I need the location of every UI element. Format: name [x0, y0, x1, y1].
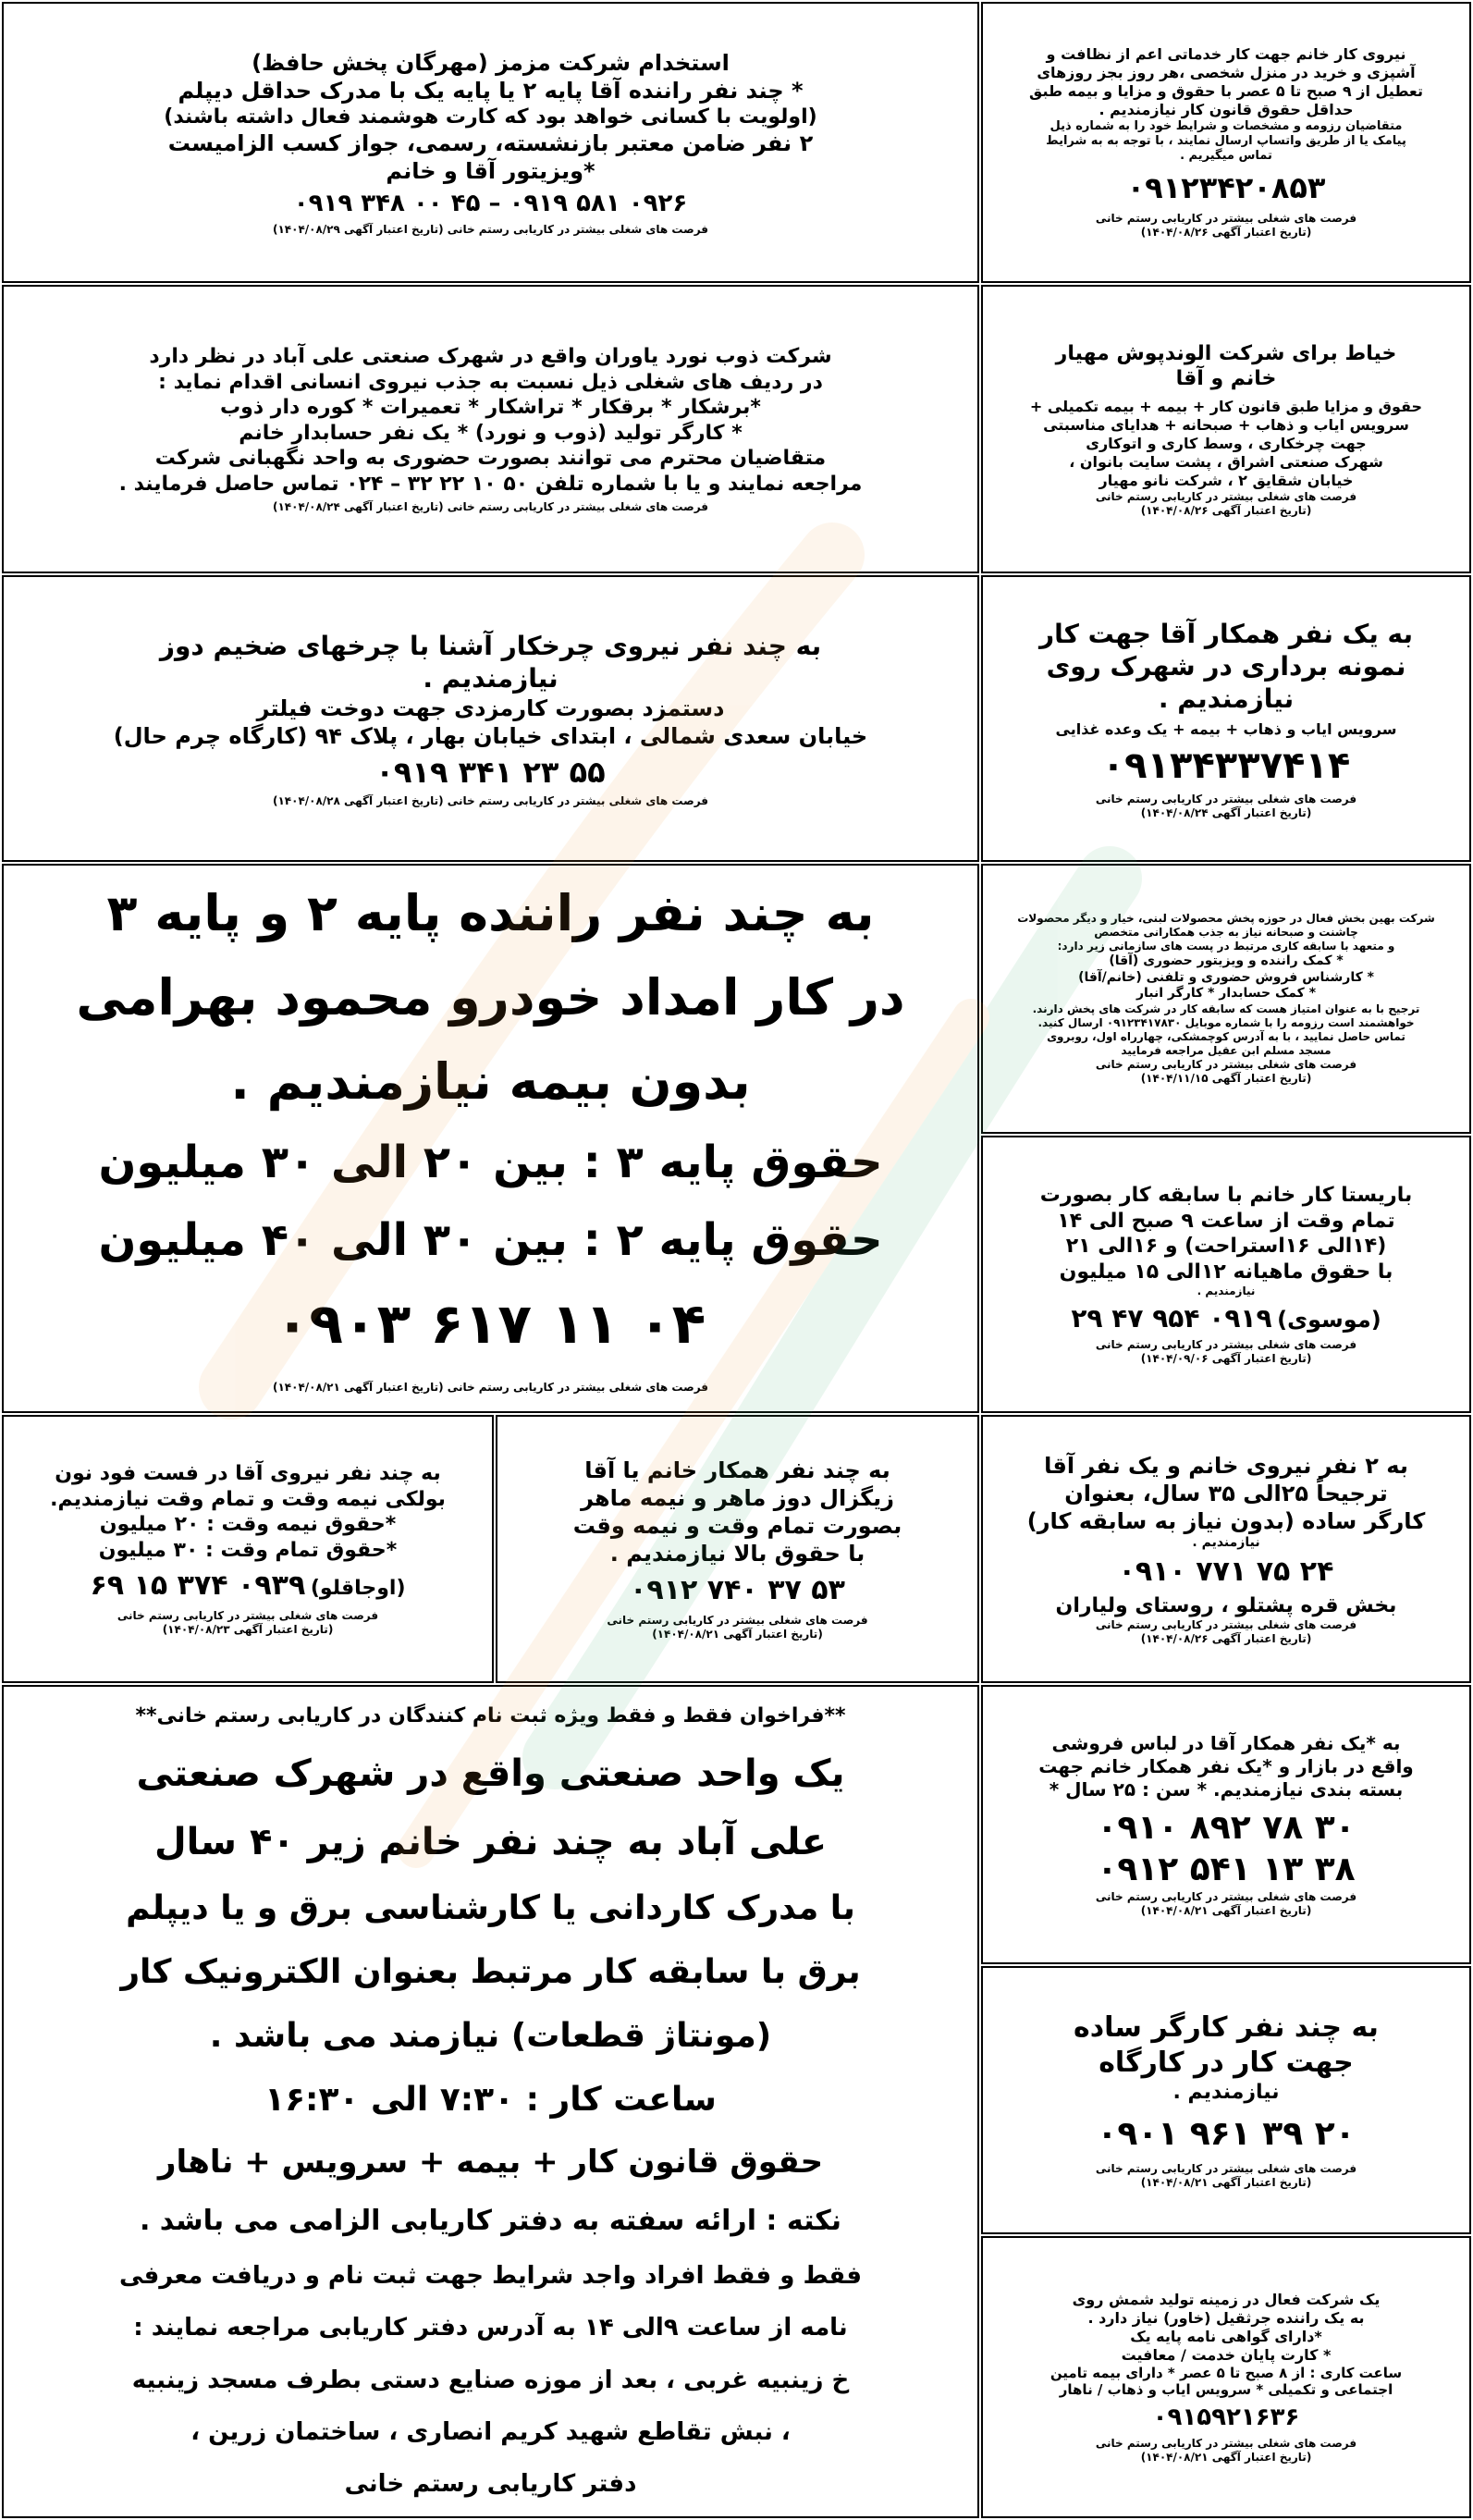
ad-line: *حقوق تمام وقت : ۳۰ میلیون — [98, 1538, 398, 1562]
ad-line: با حقوق بالا نیازمندیم . — [609, 1541, 865, 1567]
ad-title: بدون بیمه نیازمندیم . — [230, 1052, 751, 1112]
ad-date: (تاریخ اعتبار آگهی ۱۴۰۴/۰۸/۲۴) — [1140, 805, 1312, 819]
ad-date: (تاریخ اعتبار آگهی ۱۴۰۴/۰۸/۲۶) — [1140, 226, 1312, 240]
ad-footer: فرصت های شغلی بیشتر در کاریابی رستم خانی — [607, 1613, 868, 1627]
ad-line: ترجیحاً ۲۵الی ۳۵ سال، بعنوان — [1064, 1480, 1388, 1506]
ad-line: ترجیح با به عنوان امتیاز هست که سابقه کار در شرکت های پخش دارند. — [1032, 1002, 1420, 1015]
ad-footer: فرصت های شغلی بیشتر در کاریابی رستم خانی — [1095, 2161, 1357, 2175]
ad-workshop-labor — [981, 1966, 1471, 2234]
ad-line: *حقوق نیمه وقت : ۲۰ میلیون — [99, 1513, 397, 1537]
ad-line: شرکت بهین بخش فعال در حوزه پخش محصولات لبنی، خیار و دیگر محصولات — [1017, 912, 1435, 926]
ad-footer: فرصت های شغلی بیشتر در کاریابی رستم خانی (تاریخ اعتبار آگهی ۱۴۰۴/۰۸/۲۸) — [272, 793, 709, 807]
ad-title: نیازمندیم . — [1158, 682, 1295, 714]
ad-footer: فرصت های شغلی بیشتر در کاریابی رستم خانی — [1095, 1057, 1357, 1071]
ad-date: (تاریخ اعتبار آگهی ۱۴۰۴/۰۸/۲۱) — [1140, 1903, 1312, 1917]
ad-footer: فرصت های شغلی بیشتر در کاریابی رستم خانی — [1095, 1889, 1357, 1903]
ad-line: نیازمندیم . — [1197, 1285, 1256, 1297]
ad-title: نیازمندیم . — [423, 662, 559, 694]
ad-line: بصورت تمام وقت و نیمه وقت — [572, 1513, 902, 1540]
ad-line: پیامک یا از طریق واتساپ ارسال نمایند ، با توجه به به شرایط — [1046, 133, 1406, 148]
ad-date: (تاریخ اعتبار آگهی ۱۴۰۴/۰۸/۲۶) — [1140, 503, 1312, 517]
ad-phone-row — [13, 1568, 483, 1604]
ad-line: ۲ نفر ضامن معتبر بازنشسته، رسمی، جواز کسب الزامیست — [167, 130, 814, 156]
ad-footer: فرصت های شغلی بیشتر در کاریابی رستم خانی — [1095, 212, 1357, 226]
ad-line: * کارگر تولید (ذوب و نورد) * یک نفر حسابدار خانم — [239, 421, 743, 445]
ad-phone-row — [992, 1302, 1460, 1334]
ad-line: برق با سابقه کار مرتبط بعنوان الکترونیک کار — [120, 1953, 861, 1992]
ad-line: (مونتاژ قطعات) نیازمند می باشد . — [209, 2017, 772, 2056]
ad-date: (تاریخ اعتبار آگهی ۱۴۰۴/۰۸/۲۳) — [162, 1622, 334, 1636]
ad-line: و متعهد با سابقه کاری مرتبط در پست های سازمانی زیر دارد: — [1057, 940, 1395, 953]
ad-line: مراجعه نمایند و یا با شماره تلفن ۵۰ ۱۰ ۲۲ ۳۲ – ۰۲۴ تماس حاصل فرمایند . — [118, 472, 863, 496]
ad-line: تماس حاصل نمایید ، با به آدرس کوچمشکی، چهارراه اول، روبروی — [1047, 1029, 1405, 1043]
ad-title: به چند نفر راننده پایه ۲ و پایه ۳ — [106, 883, 875, 942]
ad-phone: ۰۹۱۹ ۳۴۸ ۰۰ ۴۵ – ۰۹۱۹ ۵۸۱ ۰۹۲۶ — [293, 190, 688, 217]
ad-footer: فرصت های شغلی بیشتر در کاریابی رستم خانی (تاریخ اعتبار آگهی ۱۴۰۴/۰۸/۲۴) — [272, 500, 709, 513]
ad-phone: ۰۹۳۹ ۳۷۴ ۱۵ ۶۹ — [90, 1569, 306, 1603]
ad-line: نامه از ساعت ۹الی ۱۴ به آدرس دفتر کاریابی مراجعه نمایند : — [133, 2314, 848, 2342]
ad-line: شرکت ذوب نورد یاوران واقع در شهرک صنعتی علی آباد در نظر دارد — [149, 345, 832, 368]
ad-address: ، نبش تقاطع شهید کریم انصاری ، ساختمان زرین ، — [190, 2418, 791, 2447]
ad-simple-workers — [981, 1415, 1471, 1683]
ad-address: دفتر کاریابی رستم خانی — [344, 2470, 637, 2499]
ad-title: به چند نفر نیروی چرخکار آشنا با چرخهای ضخیم دوز — [159, 630, 822, 661]
ad-phone: ۰۹۱۲۳۴۲۰۸۵۳ — [1126, 170, 1326, 206]
ad-footer: فرصت های شغلی بیشتر در کاریابی رستم خانی — [1095, 1618, 1357, 1632]
ad-salary: حقوق پایه ۳ : بین ۲۰ الی ۳۰ میلیون — [98, 1137, 883, 1189]
ad-address: خ زینبیه غربی ، بعد از موزه صنایع دستی بطرف مسجد زینبیه — [131, 2366, 850, 2394]
ad-line: خیابان سعدی شمالی ، ابتدای خیابان بهار ، پلاک ۹۴ (کارگاه چرم حال) — [113, 722, 868, 749]
ad-line: به *یک نفر همکار آقا در لباس فروشی — [1051, 1731, 1401, 1754]
ad-line: نیازمندیم . — [1192, 1534, 1260, 1550]
ad-line: جهت چرخکاری ، وسط کاری و اتوکاری — [1086, 434, 1367, 452]
ad-phone: ۰۹۰۳ ۶۱۷ ۱۱ ۰۴ — [275, 1291, 706, 1357]
ad-bahrami-drivers — [2, 864, 979, 1413]
ad-line: یک شرکت فعال در زمینه تولید شمش روی — [1072, 2290, 1381, 2308]
ad-line: بسته بندی نیازمندیم. * سن : ۲۵ سال * — [1049, 1777, 1404, 1801]
ad-date: (تاریخ اعتبار آگهی ۱۴۰۴/۰۸/۲۱) — [652, 1627, 823, 1641]
ad-phone: ۰۹۱۰ ۸۹۲ ۷۸ ۳۰ — [1097, 1808, 1356, 1847]
ad-line: مسجد مسلم ابن عقیل مراجعه فرمایید — [1121, 1043, 1332, 1057]
ad-line: زیگزال دوز ماهر و نیمه ماهر — [581, 1485, 894, 1512]
ad-line: به یک راننده جرثقیل (خاور) نیاز دارد . — [1087, 2308, 1365, 2327]
ad-title: استخدام شرکت مزمز (مهرگان پخش حافظ) — [252, 49, 730, 76]
ad-salary: حقوق پایه ۲ : بین ۳۰ الی ۴۰ میلیون — [98, 1213, 883, 1266]
ad-phone: ۰۹۱۰ ۷۷۱ ۷۵ ۲۴ — [1118, 1555, 1334, 1589]
ad-barista — [981, 1136, 1471, 1413]
ad-title: به چند نفر کارگر ساده — [1074, 2011, 1379, 2045]
ad-line: متقاضیان محترم می توانند بصورت حضوری به واحد نگهبانی شرکت — [154, 447, 827, 470]
ad-footer: فرصت های شغلی بیشتر در کاریابی رستم خانی (تاریخ اعتبار آگهی ۱۴۰۴/۰۸/۲۹) — [272, 222, 709, 236]
ad-title: به یک نفر همکار آقا جهت کار — [1038, 618, 1414, 649]
ad-header: **فراخوان فقط و فقط ویژه ثبت نام کنندگان در کاریابی رستم خانی** — [135, 1703, 846, 1727]
ad-line: دستمزد بصورت کارمزدی جهت دوخت فیلتر — [256, 695, 725, 721]
ad-line: به ۲ نفر نیروی خانم و یک نفر آقا — [1044, 1452, 1408, 1479]
ad-line: شهرک صنعتی اشراق ، پشت سایت بانوان ، — [1069, 452, 1383, 471]
ad-hours: ساعت کار : ۷:۳۰ الی ۱۶:۳۰ — [264, 2080, 717, 2119]
ad-note: نکته : ارائه سفته به دفتر کاریابی الزامی می باشد . — [139, 2205, 842, 2238]
ad-footer: فرصت های شغلی بیشتر در کاریابی رستم خانی — [1095, 792, 1357, 805]
ad-footer: فرصت های شغلی بیشتر در کاریابی رستم خانی — [1095, 2436, 1357, 2450]
ad-line: در ردیف های شغلی ذیل نسبت به جذب نیروی انسانی اقدام نماید : — [158, 370, 823, 394]
ad-line: آشپزی و خرید در منزل شخصی ،هر روز بجز روزهای — [1037, 63, 1416, 81]
ad-line: سرویس ایاب و ذهاب + بیمه + یک وعده غذایی — [1055, 719, 1397, 738]
ad-line: (۱۴الی ۱۶استراحت) و ۱۶الی ۲۱ — [1065, 1235, 1387, 1258]
ad-line: واقع در بازار و *یک نفر همکار خانم جهت — [1038, 1754, 1414, 1777]
ad-line: تمام وقت از ساعت ۹ صبح الی ۱۴ — [1057, 1209, 1395, 1233]
ad-line: کارگر ساده (بدون نیاز به سابقه کار) — [1026, 1507, 1426, 1534]
ad-footer: فرصت های شغلی بیشتر در کاریابی رستم خانی — [1095, 1338, 1357, 1351]
ad-line: * کارشناس فروش حضوری و تلفنی (خانم/آقا) — [1078, 969, 1374, 985]
ad-date: (تاریخ اعتبار آگهی ۱۴۰۴/۰۸/۲۶) — [1140, 1632, 1312, 1646]
ad-line: (اولویت با کسانی خواهد بود که کارت هوشمند فعال داشته باشند) — [164, 104, 817, 129]
ad-title: نمونه برداری در شهرک روی — [1046, 650, 1406, 682]
ad-line: *دارای گواهی نامه پایه یک — [1130, 2327, 1322, 2345]
ad-line: *برشکار * برقکار * تراشکار * تعمیرات * کوره دار ذوب — [220, 396, 761, 419]
ad-alvandpoosh-tailor — [981, 285, 1471, 573]
ad-fastfood — [2, 1415, 494, 1683]
ad-phone: ۰۹۱۹ ۳۴۱ ۲۳ ۵۵ — [375, 754, 606, 790]
ad-line: * کمک راننده و ویزیتور حضوری (آقا) — [1109, 953, 1344, 969]
ad-date: (تاریخ اعتبار آگهی ۱۴۰۴/۰۸/۲۱) — [1140, 2450, 1312, 2464]
ad-clothing-shop — [981, 1685, 1471, 1964]
ad-zigzag-sewer — [496, 1415, 979, 1683]
ad-line: سرویس ایاب و ذهاب + صبحانه + هدایای مناسبتی — [1043, 415, 1409, 434]
ad-sewing-filter — [2, 575, 979, 862]
ad-date: (تاریخ اعتبار آگهی ۱۴۰۴/۱۱/۱۵) — [1140, 1071, 1312, 1085]
ad-sampling-worker — [981, 575, 1471, 862]
ad-date: (تاریخ اعتبار آگهی ۱۴۰۴/۰۹/۰۶) — [1140, 1352, 1312, 1365]
ad-line: * کارت پایان خدمت / معافیت — [1121, 2345, 1332, 2364]
ad-title: خیاط برای شرکت الوندپوش مهیار — [1055, 341, 1397, 365]
ad-line: چاشنت و صبحانه نیاز به جذب همکارانی متخصص — [1094, 926, 1358, 940]
ad-line: نیازمندیم . — [1172, 2081, 1280, 2105]
ad-line: حداقل حقوق قانون کار نیازمندیم . — [1099, 100, 1354, 118]
ad-line: باریستا کار خانم با سابقه کار بصورت — [1039, 1184, 1413, 1207]
ad-title: علی آباد به چند نفر خانم زیر ۴۰ سال — [153, 1821, 828, 1864]
ad-line: فقط و فقط افراد واجد شرایط جهت ثبت نام و دریافت معرفی — [118, 2261, 863, 2290]
ad-footer: فرصت های شغلی بیشتر در کاریابی رستم خانی — [117, 1608, 379, 1622]
ad-line: به چند نفر نیروی آقا در فست فود نون — [55, 1462, 441, 1486]
ad-line: حقوق و مزایا طبق قانون کار + بیمه + بیمه تکمیلی + — [1029, 397, 1423, 415]
ad-phone-note: (موسوی) — [1277, 1307, 1381, 1333]
ad-phone: ۰۹۱۲ ۵۴۱ ۱۳ ۳۸ — [1097, 1850, 1356, 1888]
ad-phone-note: (اوجاقلو) — [310, 1577, 406, 1601]
ad-line: با مدرک کاردانی یا کارشناسی برق و یا دیپلم — [126, 1889, 855, 1928]
ad-housekeeper — [981, 2, 1471, 283]
ad-line: خواهشمند است رزومه را با شماره موبایل ۰۹۱۲۳۴۱۷۸۳۰ ارسال کنید. — [1037, 1015, 1415, 1029]
ad-phone: ۰۹۱۵۹۲۱۶۳۶ — [1152, 2403, 1300, 2431]
ad-date: (تاریخ اعتبار آگهی ۱۴۰۴/۰۸/۲۱) — [1140, 2175, 1312, 2189]
ad-zob-nord-yavaran — [2, 285, 979, 573]
ad-title: خانم و آقا — [1175, 367, 1277, 390]
ad-phone: ۰۹۱۳۴۳۳۷۴۱۴ — [1101, 744, 1351, 787]
ad-mazmaz-company — [2, 2, 979, 283]
ad-line: *ویزیتور آقا و خانم — [386, 158, 595, 184]
ad-phone: ۰۹۱۲ ۷۴۰ ۳۷ ۵۳ — [630, 1574, 845, 1607]
ad-title: در کار امداد خودرو محمود بهرامی — [76, 967, 905, 1026]
ad-phone: ۰۹۰۱ ۹۶۱ ۳۹ ۲۰ — [1097, 2114, 1356, 2153]
ad-line: بولکی نیمه وقت و تمام وقت نیازمندیم. — [50, 1487, 446, 1511]
ad-line: * کمک حسابدار * کارگر انبار — [1135, 986, 1317, 1002]
ad-footer: فرصت های شغلی بیشتر در کاریابی رستم خانی — [1095, 489, 1357, 503]
ad-line: تعطیل از ۹ صبح تا ۵ عصر با حقوق و مزایا و بیمه طبق — [1029, 81, 1423, 100]
ad-crane-driver — [981, 2236, 1471, 2518]
ad-behin-bakhsh — [981, 864, 1471, 1134]
ad-title: جهت کار در کارگاه — [1099, 2046, 1354, 2079]
ad-benefits: حقوق قانون کار + بیمه + سرویس + ناهار — [157, 2143, 824, 2181]
ad-line: به چند نفر همکار خانم یا آقا — [584, 1457, 890, 1484]
ad-electronics-assembly — [2, 1685, 979, 2518]
ad-footer: فرصت های شغلی بیشتر در کاریابی رستم خانی (تاریخ اعتبار آگهی ۱۴۰۴/۰۸/۲۱) — [272, 1381, 709, 1395]
ad-line: متقاضیان رزومه و مشخصات و شرایط خود را به شماره ذیل — [1050, 118, 1403, 133]
ad-line: ساعت کاری : از ۸ صبح تا ۵ عصر * دارای بیمه تامین — [1050, 2364, 1403, 2381]
ad-line: نیروی کار خانم جهت کار خدماتی اعم از نظافت و — [1046, 44, 1406, 63]
ad-address: بخش قره پشتلو ، روستای ولیاران — [1055, 1593, 1397, 1617]
ad-title: یک واحد صنعتی واقع در شهرک صنعتی — [136, 1752, 845, 1796]
ad-line: * چند نفر راننده آقا پایه ۲ یا پایه یک با مدرک حداقل دیپلم — [178, 77, 804, 104]
ad-line: اجتماعی و تکمیلی * سرویس ایاب و ذهاب / ناهار — [1059, 2381, 1393, 2399]
ad-phone: ۰۹۱۹ ۹۵۴ ۴۷ ۲۹ — [1071, 1303, 1272, 1334]
ad-line: با حقوق ماهیانه ۱۲الی ۱۵ میلیون — [1059, 1260, 1393, 1284]
ad-line: خیابان شقایق ۲ ، شرکت نانو مهیار — [1099, 471, 1354, 489]
ad-line: تماس میگیریم . — [1180, 149, 1272, 164]
